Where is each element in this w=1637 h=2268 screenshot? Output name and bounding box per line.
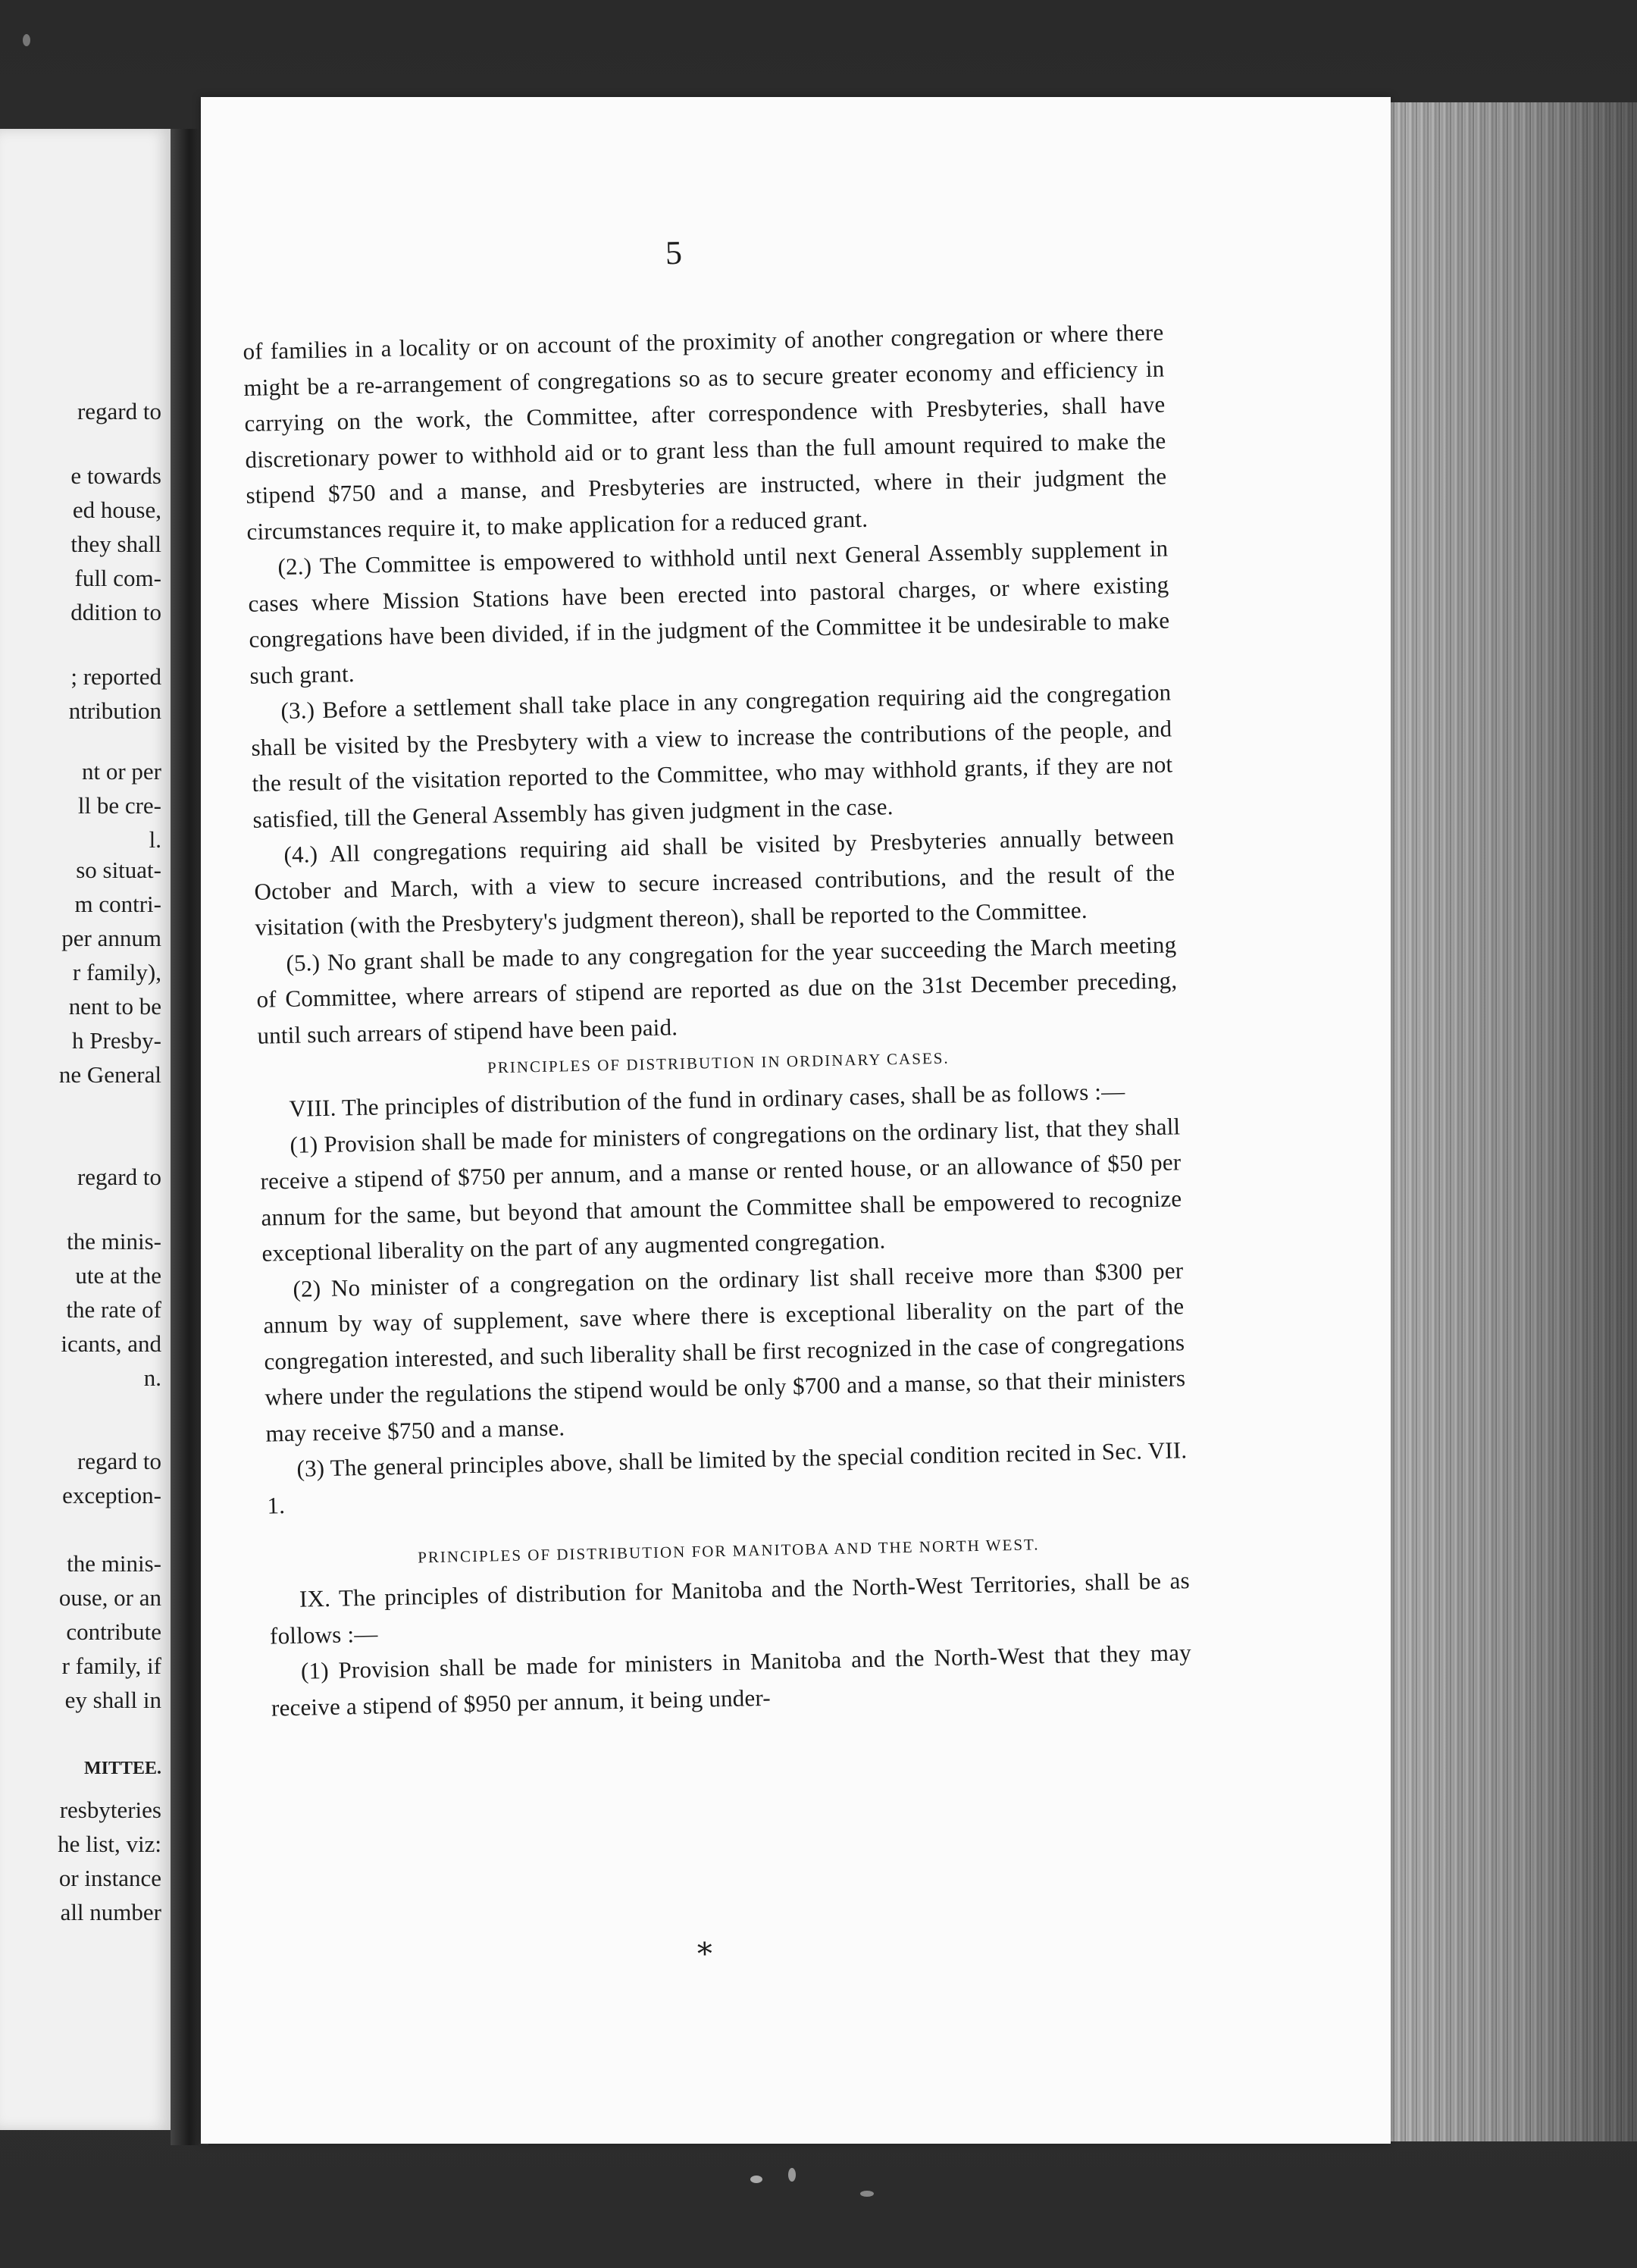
left-line: the minis- <box>67 1550 161 1577</box>
paragraph: VIII. The principles of distribution of the fund in ordinary cases, shall be as follows :— <box>289 1077 1125 1122</box>
left-line: nent to be <box>68 993 161 1020</box>
section-heading: PRINCIPLES OF DISTRIBUTION FOR MANITOBA AND THE NORTH WEST. <box>417 1535 1040 1567</box>
left-line: ntribution <box>68 697 161 724</box>
left-line: m contri- <box>74 891 161 917</box>
left-line: contribute <box>66 1618 161 1645</box>
page-text-block <box>241 233 1192 1726</box>
paragraph: (3) The general principles above, shall be limited by the special condition recited in Sec. VII. 1. <box>267 1436 1188 1519</box>
paragraph: of families in a locality or on account of the proximity of another congregation or where there might be a re-arrangement of congregations so as to secure greater economy and efficiency in carrying on the work, the Committee, after correspondence with Presbyteries, shall have discretionary power to withhold aid or to grant less than the full amount required to make the stipend $750 and a manse, and Presbyteries are instructed, where in their judgment the circumstances require it, to make application for a reduced grant. <box>243 318 1167 545</box>
left-line: r family, if <box>61 1652 161 1679</box>
left-line: h Presby- <box>72 1027 161 1054</box>
left-line: or instance <box>58 1865 161 1891</box>
left-line: regard to <box>77 1448 161 1474</box>
paragraph: (5.) No grant shall be made to any congregation for the year succeeding the March meeting of Committee, where arrears of stipend are reported as due on the 31st December preceding, until such arrears of stipend have been paid. <box>256 930 1178 1049</box>
scan-speck <box>860 2191 874 2197</box>
page-number: 5 <box>665 233 683 272</box>
left-line: full com- <box>74 565 161 591</box>
page-edge-shadow <box>1349 102 1637 2141</box>
page-ornament: * <box>696 1936 713 1972</box>
paragraph: (1) Provision shall be made for ministers in Manitoba and the North-West that they may receive a stipend of $950 per annum, it being under- <box>271 1639 1192 1721</box>
paragraph: (2) No minister of a congregation on the ordinary list shall receive more than $300 per annum by way of supplement, save where there is exceptional liberality on the part of the congregation interested, and such liberality shall be first recognized in the case of congregations where under the regulations the stipend would be only $700 and a manse, so that their ministers may receive $750 and a manse. <box>263 1256 1186 1447</box>
previous-page-fragment <box>0 129 171 2130</box>
scan-speck <box>23 34 30 46</box>
left-line: icants, and <box>61 1330 161 1357</box>
left-line: regard to <box>77 398 161 424</box>
left-line: ey shall in <box>64 1687 161 1713</box>
left-line: ne General <box>58 1061 161 1088</box>
left-line: n. <box>143 1364 161 1391</box>
left-line: e towards <box>70 462 161 489</box>
left-line: resbyteries <box>59 1797 161 1823</box>
left-line: he list, viz: <box>58 1831 161 1857</box>
left-line: ute at the <box>75 1262 161 1289</box>
left-line: regard to <box>77 1164 161 1190</box>
scan-speck <box>750 2176 762 2183</box>
left-line: exception- <box>62 1482 161 1508</box>
paragraph: IX. The principles of distribution for Manitoba and the North-West Territories, shall be as follows :— <box>269 1567 1191 1649</box>
left-line: the minis- <box>67 1228 161 1255</box>
left-line: ouse, or an <box>58 1584 161 1611</box>
left-line: nt or per <box>81 758 161 785</box>
left-line: the rate of <box>66 1296 161 1323</box>
section-heading: PRINCIPLES OF DISTRIBUTION IN ORDINARY CASES. <box>487 1048 950 1077</box>
paragraph: (3.) Before a settlement shall take place in any congregation requiring aid the congregation shall be visited by the Presbytery with a view to increase the contributions of the people, and the result of the visitation reported to the Committee, who may withhold grants, if they are not satisfied, till the General Assembly has given judgment in the case. <box>251 678 1173 833</box>
left-line: MITTEE. <box>83 1759 161 1778</box>
left-line: ll be cre- <box>77 792 161 819</box>
paragraph: (2.) The Committee is empowered to withhold until next General Assembly supplement in cases where Mission Stations have been erected into pastoral charges, or where existing congregations have been divided, if in the judgment of the Committee it be undesirable to make such grant. <box>248 534 1170 689</box>
scan-speck <box>788 2168 796 2182</box>
left-line: l. <box>149 826 161 853</box>
left-line: ed house, <box>72 497 161 523</box>
left-line: r family), <box>72 959 161 985</box>
paragraph: (4.) All congregations requiring aid shall be visited by Presbyteries annually between October and March, with a view to secure increased contributions, and the result of the visitation (with the Presbytery's judgment thereon), shall be reported to the Committee. <box>254 822 1175 941</box>
left-line: all number <box>60 1899 161 1925</box>
left-line: ; reported <box>70 663 161 690</box>
left-line: so situat- <box>76 857 161 883</box>
left-line: they shall <box>70 531 161 557</box>
paragraph: (1) Provision shall be made for ministers of congregations on the ordinary list, that they shall receive a stipend of $750 per annum, and a manse or rented house, or an allowance of $50 per annum for the same, but beyond that amount the Committee shall be empowered to recognize exceptional liberality on the part of any augmented congregation. <box>260 1112 1182 1267</box>
left-line: ddition to <box>70 599 161 625</box>
left-line: per annum <box>61 925 161 951</box>
